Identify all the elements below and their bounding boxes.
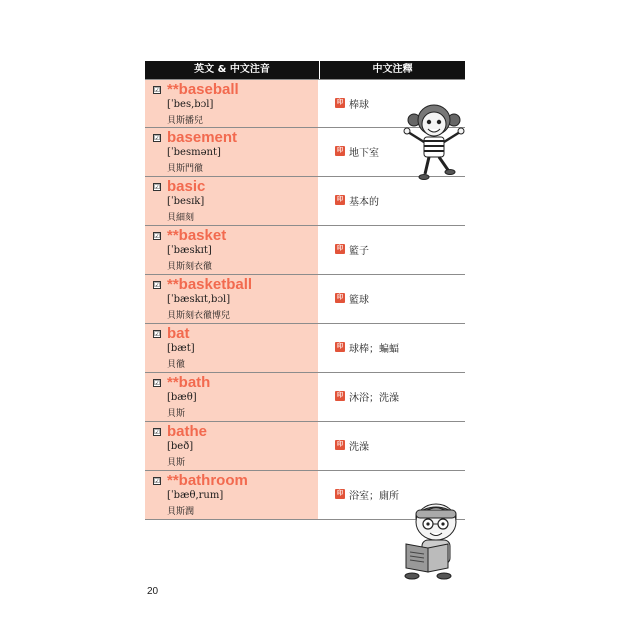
english-word: **bathroom	[167, 472, 248, 489]
chinese-meaning: 洗澡	[349, 442, 369, 453]
phonetic-transcription: [bæt]	[167, 343, 195, 354]
english-word: basic	[167, 178, 206, 195]
english-word: **baseball	[167, 81, 239, 98]
phonetic-transcription: [ˈbæskɪt]	[167, 245, 212, 256]
chinese-meaning: 基本的	[349, 197, 379, 208]
seal-stamp-icon: 印	[336, 245, 343, 252]
phonetic-transcription: [bæθ]	[167, 392, 197, 403]
page-number: 20	[147, 586, 159, 597]
vocabulary-row	[145, 275, 465, 324]
chinese-meaning: 地下室	[349, 148, 379, 159]
checkbox-icon[interactable]: ☑	[154, 477, 161, 485]
seal-stamp-icon: 印	[336, 196, 343, 203]
chinese-pronunciation: 貝徹	[167, 360, 186, 370]
chinese-meaning: 棒球	[349, 100, 369, 111]
chinese-cell	[319, 324, 465, 372]
checkbox-icon[interactable]: ☑	[154, 183, 161, 191]
chinese-pronunciation: 貝斯	[167, 458, 186, 468]
english-cell	[145, 324, 319, 372]
chinese-cell	[319, 275, 465, 323]
english-word: bat	[167, 325, 190, 342]
checkbox-icon[interactable]: ☑	[154, 86, 161, 94]
chinese-pronunciation: 貝斯門徹	[167, 164, 204, 174]
chinese-meaning: 籃子	[349, 246, 369, 257]
english-cell	[145, 275, 319, 323]
seal-stamp-icon: 印	[336, 490, 343, 497]
english-word: bathe	[167, 423, 208, 440]
checkbox-icon[interactable]: ☑	[154, 232, 161, 240]
vocabulary-row	[145, 422, 465, 471]
boy-reading-illustration	[398, 500, 466, 582]
chinese-pronunciation: 貝斯潤	[167, 507, 195, 517]
chinese-pronunciation: 貝斯播兒	[167, 116, 204, 126]
chinese-cell	[319, 226, 465, 274]
phonetic-transcription: [ˈbæθ,rum]	[167, 490, 224, 501]
chinese-meaning: 浴室；廁所	[349, 491, 399, 502]
english-cell	[145, 80, 319, 127]
english-cell	[145, 226, 319, 274]
english-word: **basketball	[167, 276, 253, 293]
vocabulary-row	[145, 226, 465, 275]
vocabulary-row	[145, 373, 465, 422]
seal-stamp-icon: 印	[336, 343, 343, 350]
english-cell	[145, 128, 319, 176]
chinese-cell	[319, 177, 465, 225]
vocabulary-row	[145, 324, 465, 373]
chinese-pronunciation: 貝斯刻衣徹博兒	[167, 311, 231, 321]
phonetic-transcription: [beð]	[167, 441, 194, 452]
seal-stamp-icon: 印	[336, 147, 343, 154]
chinese-pronunciation: 貝斯	[167, 409, 186, 419]
table-header	[145, 61, 465, 79]
chinese-meaning: 沐浴；洗澡	[349, 393, 399, 404]
chinese-meaning: 籃球	[349, 295, 369, 306]
english-word: **bath	[167, 374, 211, 391]
phonetic-transcription: [ˈbesmənt]	[167, 147, 221, 158]
phonetic-transcription: [ˈbes,bɔl]	[167, 99, 214, 110]
vocabulary-row	[145, 177, 465, 226]
english-cell	[145, 422, 319, 470]
checkbox-icon[interactable]: ☑	[154, 379, 161, 387]
checkbox-icon[interactable]: ☑	[154, 281, 161, 289]
english-cell	[145, 373, 319, 421]
phonetic-transcription: [ˈbæskɪt,bɔl]	[167, 294, 231, 305]
english-cell	[145, 471, 319, 519]
chinese-cell	[319, 373, 465, 421]
english-word: basement	[167, 129, 238, 146]
chinese-pronunciation: 貝細刻	[167, 213, 195, 223]
chinese-meaning: 球棒；蝙蝠	[349, 344, 399, 355]
chinese-cell	[319, 422, 465, 470]
checkbox-icon[interactable]: ☑	[154, 428, 161, 436]
header-english-zhuyin: 英文 & 中文注音	[145, 61, 320, 79]
english-word: **basket	[167, 227, 227, 244]
phonetic-transcription: [ˈbesɪk]	[167, 196, 205, 207]
seal-stamp-icon: 印	[336, 392, 343, 399]
checkbox-icon[interactable]: ☑	[154, 134, 161, 142]
checkbox-icon[interactable]: ☑	[154, 330, 161, 338]
seal-stamp-icon: 印	[336, 294, 343, 301]
seal-stamp-icon: 印	[336, 99, 343, 106]
header-chinese-meaning: 中文注釋	[372, 64, 413, 75]
girl-illustration	[398, 100, 470, 182]
english-cell	[145, 177, 319, 225]
chinese-pronunciation: 貝斯刻衣徹	[167, 262, 213, 272]
seal-stamp-icon: 印	[336, 441, 343, 448]
